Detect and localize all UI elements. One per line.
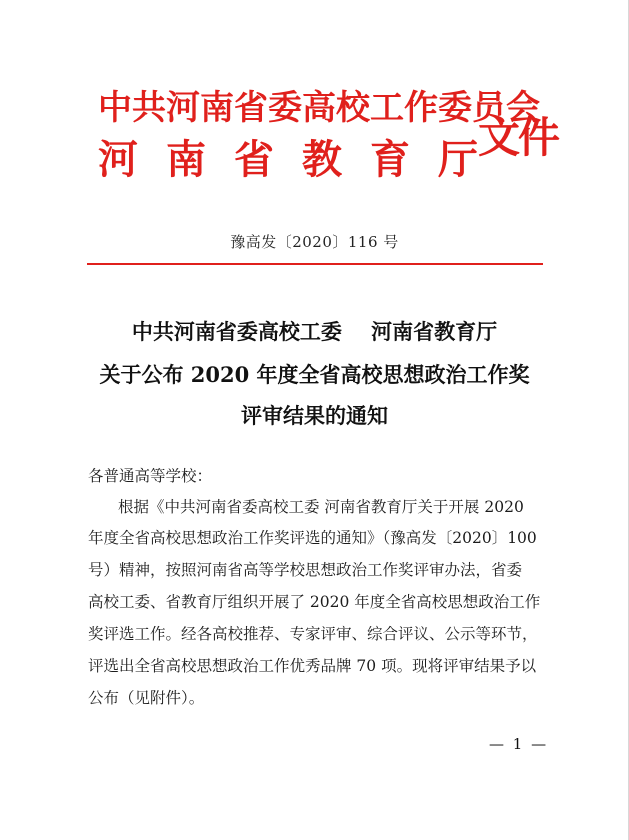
paragraph-line: 高校工委、省教育厅组织开展了 2020 年度全省高校思想政治工作 xyxy=(88,593,541,611)
paragraph-line: 评选出全省高校思想政治工作优秀品牌 70 项。现将评审结果予以 xyxy=(88,657,537,675)
red-divider xyxy=(87,263,543,265)
paragraph-line: 号）精神，按照河南省高等学校思想政治工作奖评审办法，省委 xyxy=(88,561,523,579)
issuer-char: 教 xyxy=(302,136,342,183)
document-type-label: 文件 xyxy=(478,113,559,162)
notice-title-line3: 评审结果的通知 xyxy=(241,403,388,428)
issuer-char: 河 xyxy=(98,136,138,183)
paragraph-line: 奖评选工作。经各高校推荐、专家评审、综合评议、公示等环节， xyxy=(88,625,538,643)
paragraph-line: 公布（见附件）。 xyxy=(88,689,205,707)
salutation: 各普通高等学校： xyxy=(88,467,213,485)
issuer-char: 厅 xyxy=(438,136,478,183)
notice-title-line2: 关于公布 2020 年度全省高校思想政治工作奖 xyxy=(99,362,530,387)
issuer-char: 省 xyxy=(234,136,274,183)
notice-title-line1: 中共河南省委高校工委 河南省教育厅 xyxy=(131,319,498,344)
paragraph-line: 根据《中共河南省委高校工委 河南省教育厅关于开展 2020 xyxy=(118,498,524,516)
issuer-name-line2 xyxy=(98,138,478,182)
page-number: — 1 — xyxy=(489,735,549,753)
paragraph-line: 年度全省高校思想政治工作奖评选的通知》（豫高发〔2020〕100 xyxy=(88,529,537,547)
document-number: 豫高发〔2020〕116 号 xyxy=(230,233,399,251)
issuer-char: 育 xyxy=(370,136,410,183)
issuer-char: 南 xyxy=(166,136,206,183)
issuer-name-line1: 中共河南省委高校工作委员会 xyxy=(98,88,540,128)
